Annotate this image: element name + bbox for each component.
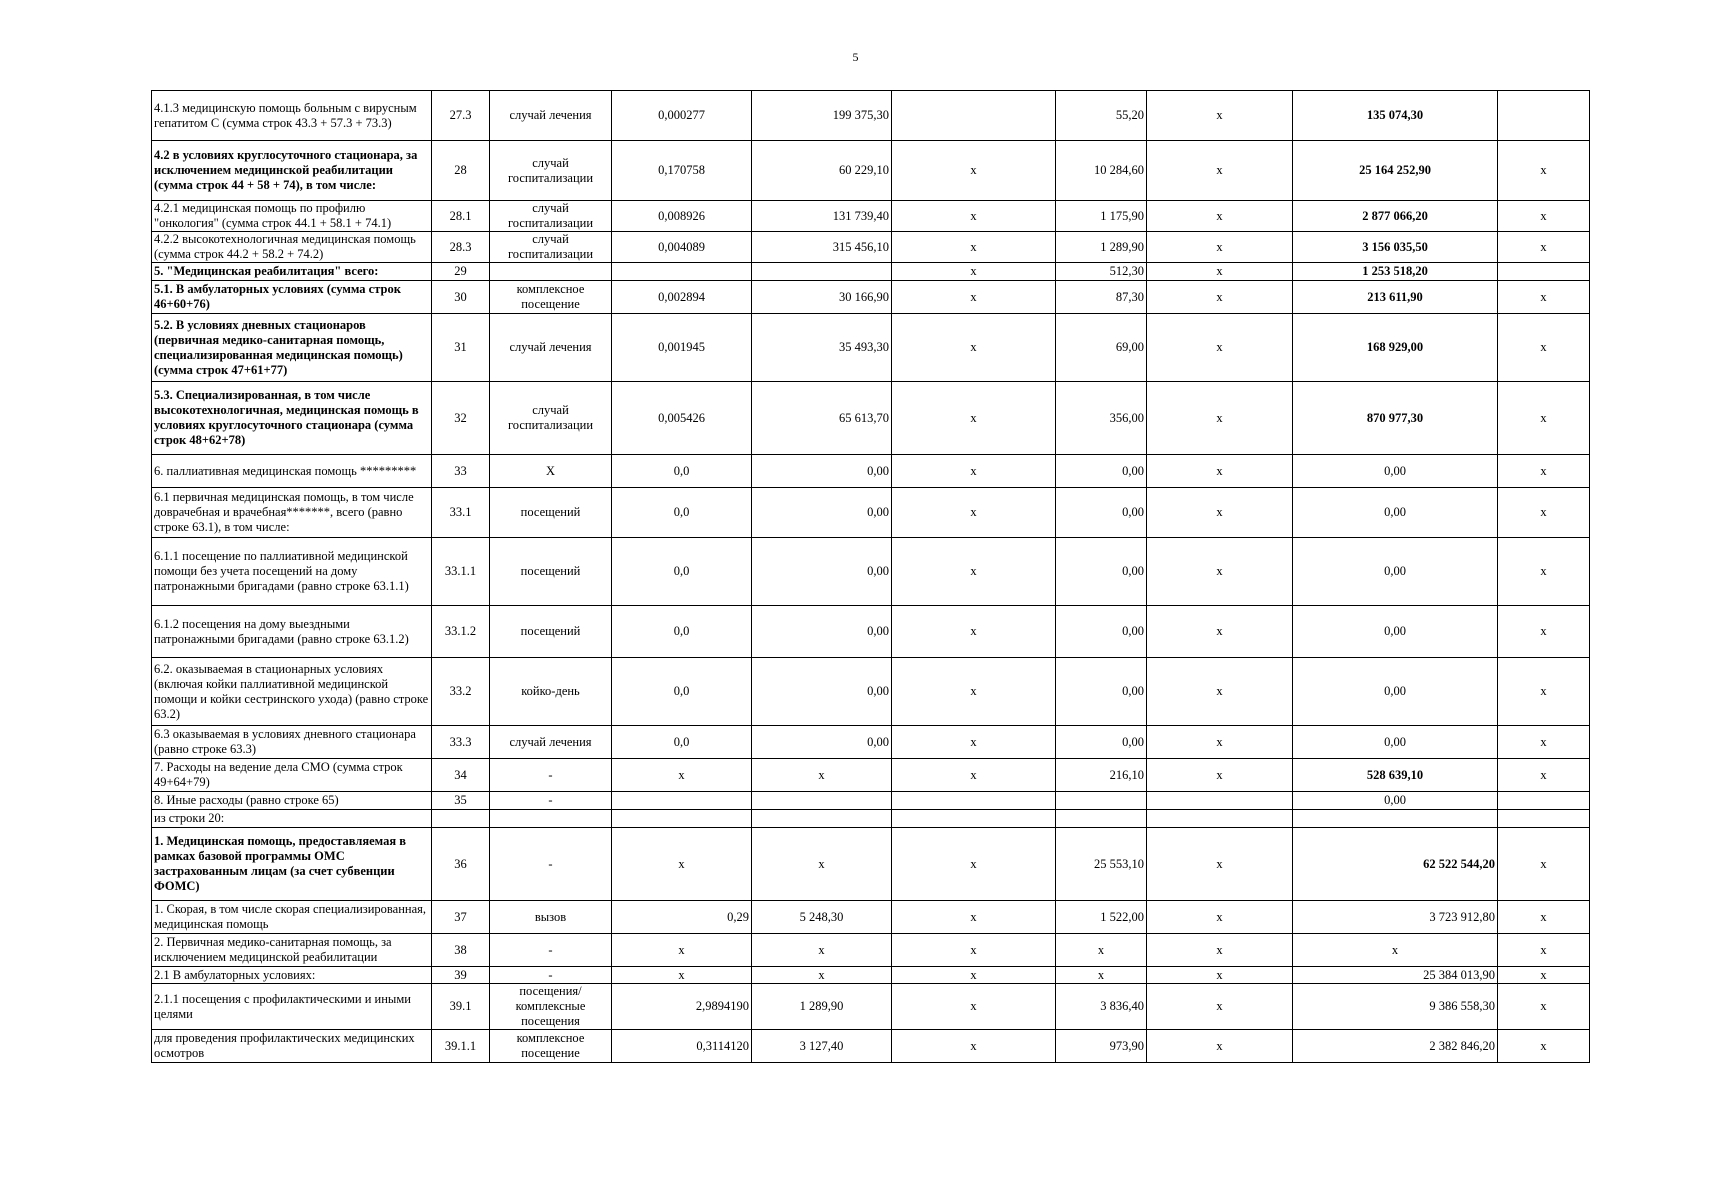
col6-cell: x	[892, 828, 1056, 901]
total-cell: 0,00	[1293, 538, 1498, 606]
col6-cell: x	[892, 934, 1056, 967]
cost-cell	[752, 263, 892, 281]
col6-cell: x	[892, 606, 1056, 658]
col10-cell: x	[1498, 934, 1590, 967]
col7-cell	[1056, 810, 1147, 828]
col10-cell	[1498, 810, 1590, 828]
col6-cell: x	[892, 538, 1056, 606]
cost-cell: 5 248,30	[752, 901, 892, 934]
col8-cell: x	[1147, 538, 1293, 606]
row-name: 1. Скорая, в том числе скорая специализированная, медицинская помощь	[152, 901, 432, 934]
col10-cell	[1498, 263, 1590, 281]
row-code: 28.3	[432, 232, 490, 263]
row-name: 6.1.2 посещения на дому выездными патронажными бригадами (равно строке 63.1.2)	[152, 606, 432, 658]
col7-cell: 0,00	[1056, 538, 1147, 606]
col10-cell: x	[1498, 281, 1590, 314]
col10-cell: x	[1498, 141, 1590, 201]
row-code: 33.1.1	[432, 538, 490, 606]
row-name: 6.2. оказываемая в стационарных условиях (включая койки паллиативной медицинской помощи и койки сестринского ухода) (равно строке 63.2)	[152, 658, 432, 726]
unit-cell: случай госпитализации	[490, 141, 612, 201]
norm-cell: 0,0	[612, 606, 752, 658]
row-code: 27.3	[432, 91, 490, 141]
col7-cell: 216,10	[1056, 759, 1147, 792]
col8-cell: x	[1147, 455, 1293, 488]
table-row	[152, 314, 1590, 382]
col8-cell: x	[1147, 934, 1293, 967]
col10-cell	[1498, 792, 1590, 810]
row-name: 6.3 оказываемая в условиях дневного стационара (равно строке 63.3)	[152, 726, 432, 759]
col7-cell: 0,00	[1056, 488, 1147, 538]
row-code: 29	[432, 263, 490, 281]
col7-cell	[1056, 792, 1147, 810]
col8-cell: x	[1147, 201, 1293, 232]
col10-cell: x	[1498, 455, 1590, 488]
unit-cell: комплексное посещение	[490, 1030, 612, 1063]
norm-cell: 0,29	[612, 901, 752, 934]
row-name: 8. Иные расходы (равно строке 65)	[152, 792, 432, 810]
col6-cell: x	[892, 726, 1056, 759]
row-name: 5. "Медицинская реабилитация" всего:	[152, 263, 432, 281]
cost-cell: 199 375,30	[752, 91, 892, 141]
norm-cell: 0,0	[612, 488, 752, 538]
row-code: 39	[432, 967, 490, 984]
cost-cell: 0,00	[752, 455, 892, 488]
cost-cell: 315 456,10	[752, 232, 892, 263]
row-name: 5.2. В условиях дневных стационаров (первичная медико-санитарная помощь, специализированная медицинская помощь) (сумма строк 47+61+77)	[152, 314, 432, 382]
unit-cell: -	[490, 828, 612, 901]
row-code: 28	[432, 141, 490, 201]
table-row	[152, 967, 1590, 984]
total-cell: x	[1293, 934, 1498, 967]
col7-cell: 10 284,60	[1056, 141, 1147, 201]
row-code: 33.1.2	[432, 606, 490, 658]
col10-cell: x	[1498, 984, 1590, 1030]
row-code: 36	[432, 828, 490, 901]
norm-cell: 0,0	[612, 658, 752, 726]
unit-cell: -	[490, 934, 612, 967]
col10-cell: x	[1498, 759, 1590, 792]
col7-cell: 356,00	[1056, 382, 1147, 455]
unit-cell: комплексное посещение	[490, 281, 612, 314]
cost-cell	[752, 792, 892, 810]
col10-cell: x	[1498, 967, 1590, 984]
row-code: 38	[432, 934, 490, 967]
unit-cell: посещения/комплексные посещения	[490, 984, 612, 1030]
total-cell: 0,00	[1293, 606, 1498, 658]
cost-cell: 65 613,70	[752, 382, 892, 455]
row-code: 35	[432, 792, 490, 810]
norm-cell: 0,0	[612, 455, 752, 488]
row-name: 4.2.1 медицинская помощь по профилю "онкология" (сумма строк 44.1 + 58.1 + 74.1)	[152, 201, 432, 232]
table-row	[152, 810, 1590, 828]
col8-cell: x	[1147, 901, 1293, 934]
col8-cell: x	[1147, 1030, 1293, 1063]
unit-cell	[490, 810, 612, 828]
row-code: 33.1	[432, 488, 490, 538]
row-code: 32	[432, 382, 490, 455]
row-code: 33.2	[432, 658, 490, 726]
cost-cell: 0,00	[752, 606, 892, 658]
col6-cell: x	[892, 382, 1056, 455]
unit-cell: койко-день	[490, 658, 612, 726]
total-cell: 528 639,10	[1293, 759, 1498, 792]
cost-cell: 30 166,90	[752, 281, 892, 314]
table-row	[152, 141, 1590, 201]
norm-cell: x	[612, 759, 752, 792]
total-cell: 9 386 558,30	[1293, 984, 1498, 1030]
col7-cell: 87,30	[1056, 281, 1147, 314]
col10-cell: x	[1498, 828, 1590, 901]
table-row	[152, 828, 1590, 901]
col7-cell: x	[1056, 934, 1147, 967]
col6-cell	[892, 810, 1056, 828]
table-row	[152, 606, 1590, 658]
row-name: 2.1 В амбулаторных условиях:	[152, 967, 432, 984]
col8-cell	[1147, 792, 1293, 810]
total-cell: 0,00	[1293, 792, 1498, 810]
col6-cell: x	[892, 201, 1056, 232]
table-row	[152, 488, 1590, 538]
col8-cell: x	[1147, 967, 1293, 984]
col6-cell: x	[892, 901, 1056, 934]
total-cell: 135 074,30	[1293, 91, 1498, 141]
col6-cell: x	[892, 281, 1056, 314]
table-row	[152, 726, 1590, 759]
row-name: 5.3. Специализированная, в том числе высокотехнологичная, медицинская помощь в условиях круглосуточного стационара (сумма строк 48+62+78)	[152, 382, 432, 455]
row-name: 5.1. В амбулаторных условиях (сумма строк 46+60+76)	[152, 281, 432, 314]
col7-cell: 25 553,10	[1056, 828, 1147, 901]
unit-cell: посещений	[490, 606, 612, 658]
col10-cell: x	[1498, 232, 1590, 263]
col7-cell: 0,00	[1056, 455, 1147, 488]
col8-cell: x	[1147, 281, 1293, 314]
total-cell: 213 611,90	[1293, 281, 1498, 314]
total-cell: 870 977,30	[1293, 382, 1498, 455]
total-cell: 168 929,00	[1293, 314, 1498, 382]
norm-cell: x	[612, 967, 752, 984]
row-name: из строки 20:	[152, 810, 432, 828]
col6-cell	[892, 792, 1056, 810]
unit-cell: -	[490, 792, 612, 810]
col6-cell: x	[892, 141, 1056, 201]
table-row	[152, 759, 1590, 792]
row-name: 2. Первичная медико-санитарная помощь, за исключением медицинской реабилитации	[152, 934, 432, 967]
cost-cell: x	[752, 934, 892, 967]
col7-cell: 0,00	[1056, 658, 1147, 726]
table-row	[152, 658, 1590, 726]
row-name: 7. Расходы на ведение дела СМО (сумма строк 49+64+79)	[152, 759, 432, 792]
row-code: 39.1	[432, 984, 490, 1030]
cost-cell: 0,00	[752, 726, 892, 759]
norm-cell: 0,3114120	[612, 1030, 752, 1063]
col7-cell: 1 522,00	[1056, 901, 1147, 934]
unit-cell: случай лечения	[490, 91, 612, 141]
unit-cell: -	[490, 967, 612, 984]
row-code: 39.1.1	[432, 1030, 490, 1063]
cost-cell	[752, 810, 892, 828]
total-cell: 3 723 912,80	[1293, 901, 1498, 934]
norm-cell: 0,0	[612, 538, 752, 606]
col7-cell: 1 289,90	[1056, 232, 1147, 263]
col6-cell: x	[892, 759, 1056, 792]
norm-cell: 0,170758	[612, 141, 752, 201]
col7-cell: 0,00	[1056, 726, 1147, 759]
col6-cell: x	[892, 488, 1056, 538]
row-name: 6.1 первичная медицинская помощь, в том числе доврачебная и врачебная*******, всего (равно строке 63.1), в том числе:	[152, 488, 432, 538]
table-row	[152, 984, 1590, 1030]
cost-cell: 35 493,30	[752, 314, 892, 382]
cost-cell: 0,00	[752, 488, 892, 538]
table-row	[152, 281, 1590, 314]
cost-cell: 131 739,40	[752, 201, 892, 232]
col8-cell: x	[1147, 232, 1293, 263]
table-row	[152, 455, 1590, 488]
unit-cell: случай госпитализации	[490, 382, 612, 455]
table-row	[152, 901, 1590, 934]
unit-cell: посещений	[490, 488, 612, 538]
col8-cell	[1147, 810, 1293, 828]
norm-cell: 2,9894190	[612, 984, 752, 1030]
unit-cell: случай госпитализации	[490, 232, 612, 263]
total-cell: 2 877 066,20	[1293, 201, 1498, 232]
unit-cell: случай лечения	[490, 314, 612, 382]
norm-cell: 0,002894	[612, 281, 752, 314]
col6-cell: x	[892, 1030, 1056, 1063]
cost-cell: 0,00	[752, 658, 892, 726]
total-cell: 0,00	[1293, 455, 1498, 488]
unit-cell: случай госпитализации	[490, 201, 612, 232]
unit-cell: посещений	[490, 538, 612, 606]
total-cell: 25 164 252,90	[1293, 141, 1498, 201]
table-row	[152, 263, 1590, 281]
col8-cell: x	[1147, 488, 1293, 538]
col7-cell: 55,20	[1056, 91, 1147, 141]
col6-cell: x	[892, 314, 1056, 382]
cost-cell: 60 229,10	[752, 141, 892, 201]
norm-cell	[612, 810, 752, 828]
norm-cell	[612, 792, 752, 810]
row-code: 34	[432, 759, 490, 792]
col7-cell: 512,30	[1056, 263, 1147, 281]
norm-cell: 0,004089	[612, 232, 752, 263]
total-cell: 1 253 518,20	[1293, 263, 1498, 281]
cost-cell: 3 127,40	[752, 1030, 892, 1063]
col8-cell: x	[1147, 984, 1293, 1030]
col6-cell: x	[892, 455, 1056, 488]
col10-cell	[1498, 91, 1590, 141]
col7-cell: 3 836,40	[1056, 984, 1147, 1030]
total-cell	[1293, 810, 1498, 828]
col6-cell: x	[892, 967, 1056, 984]
col8-cell: x	[1147, 91, 1293, 141]
table-row	[152, 792, 1590, 810]
col8-cell: x	[1147, 726, 1293, 759]
table-row	[152, 232, 1590, 263]
col10-cell: x	[1498, 382, 1590, 455]
col10-cell: x	[1498, 658, 1590, 726]
col10-cell: x	[1498, 726, 1590, 759]
row-code: 28.1	[432, 201, 490, 232]
norm-cell: 0,008926	[612, 201, 752, 232]
col8-cell: x	[1147, 263, 1293, 281]
col8-cell: x	[1147, 606, 1293, 658]
total-cell: 62 522 544,20	[1293, 828, 1498, 901]
table-row	[152, 1030, 1590, 1063]
row-name: 6. паллиативная медицинская помощь *********	[152, 455, 432, 488]
table-row	[152, 934, 1590, 967]
col7-cell: 69,00	[1056, 314, 1147, 382]
page-number: 5	[852, 50, 859, 64]
total-cell: 0,00	[1293, 658, 1498, 726]
cost-cell: x	[752, 967, 892, 984]
row-name: 2.1.1 посещения с профилактическими и иными целями	[152, 984, 432, 1030]
col8-cell: x	[1147, 658, 1293, 726]
col6-cell: x	[892, 232, 1056, 263]
tariff-table	[151, 90, 1590, 1063]
total-cell: 3 156 035,50	[1293, 232, 1498, 263]
total-cell: 25 384 013,90	[1293, 967, 1498, 984]
col10-cell: x	[1498, 488, 1590, 538]
col10-cell: x	[1498, 1030, 1590, 1063]
cost-cell: 1 289,90	[752, 984, 892, 1030]
row-name: 1. Медицинская помощь, предоставляемая в рамках базовой программы ОМС застрахованным лицам (за счет субвенции ФОМС)	[152, 828, 432, 901]
norm-cell: x	[612, 828, 752, 901]
row-name: 6.1.1 посещение по паллиативной медицинской помощи без учета посещений на дому патронажными бригадами (равно строке 63.1.1)	[152, 538, 432, 606]
total-cell: 0,00	[1293, 488, 1498, 538]
row-name: 4.2 в условиях круглосуточного стационара, за исключением медицинской реабилитации (сумма строк 44 + 58 + 74), в том числе:	[152, 141, 432, 201]
unit-cell: вызов	[490, 901, 612, 934]
row-code: 37	[432, 901, 490, 934]
table-row	[152, 91, 1590, 141]
table-row	[152, 201, 1590, 232]
cost-cell: 0,00	[752, 538, 892, 606]
table-row	[152, 382, 1590, 455]
table-row	[152, 538, 1590, 606]
col6-cell: x	[892, 263, 1056, 281]
unit-cell: случай лечения	[490, 726, 612, 759]
col8-cell: x	[1147, 382, 1293, 455]
col10-cell: x	[1498, 314, 1590, 382]
cost-cell: x	[752, 759, 892, 792]
row-code: 30	[432, 281, 490, 314]
col6-cell	[892, 91, 1056, 141]
norm-cell	[612, 263, 752, 281]
unit-cell	[490, 263, 612, 281]
col6-cell: x	[892, 984, 1056, 1030]
col7-cell: 973,90	[1056, 1030, 1147, 1063]
norm-cell: 0,0	[612, 726, 752, 759]
col8-cell: x	[1147, 828, 1293, 901]
row-code	[432, 810, 490, 828]
col7-cell: 0,00	[1056, 606, 1147, 658]
row-code: 33.3	[432, 726, 490, 759]
unit-cell: X	[490, 455, 612, 488]
col7-cell: 1 175,90	[1056, 201, 1147, 232]
norm-cell: 0,000277	[612, 91, 752, 141]
col7-cell: x	[1056, 967, 1147, 984]
total-cell: 0,00	[1293, 726, 1498, 759]
row-code: 33	[432, 455, 490, 488]
row-name: 4.1.3 медицинскую помощь больным с вирусным гепатитом С (сумма строк 43.3 + 57.3 + 73.3)	[152, 91, 432, 141]
row-name: 4.2.2 высокотехнологичная медицинская помощь (сумма строк 44.2 + 58.2 + 74.2)	[152, 232, 432, 263]
col6-cell: x	[892, 658, 1056, 726]
cost-cell: x	[752, 828, 892, 901]
col10-cell: x	[1498, 606, 1590, 658]
row-name: для проведения профилактических медицинских осмотров	[152, 1030, 432, 1063]
col10-cell: x	[1498, 901, 1590, 934]
norm-cell: 0,001945	[612, 314, 752, 382]
row-code: 31	[432, 314, 490, 382]
col10-cell: x	[1498, 538, 1590, 606]
col8-cell: x	[1147, 141, 1293, 201]
col8-cell: x	[1147, 314, 1293, 382]
norm-cell: 0,005426	[612, 382, 752, 455]
col10-cell: x	[1498, 201, 1590, 232]
col8-cell: x	[1147, 759, 1293, 792]
total-cell: 2 382 846,20	[1293, 1030, 1498, 1063]
unit-cell: -	[490, 759, 612, 792]
norm-cell: x	[612, 934, 752, 967]
